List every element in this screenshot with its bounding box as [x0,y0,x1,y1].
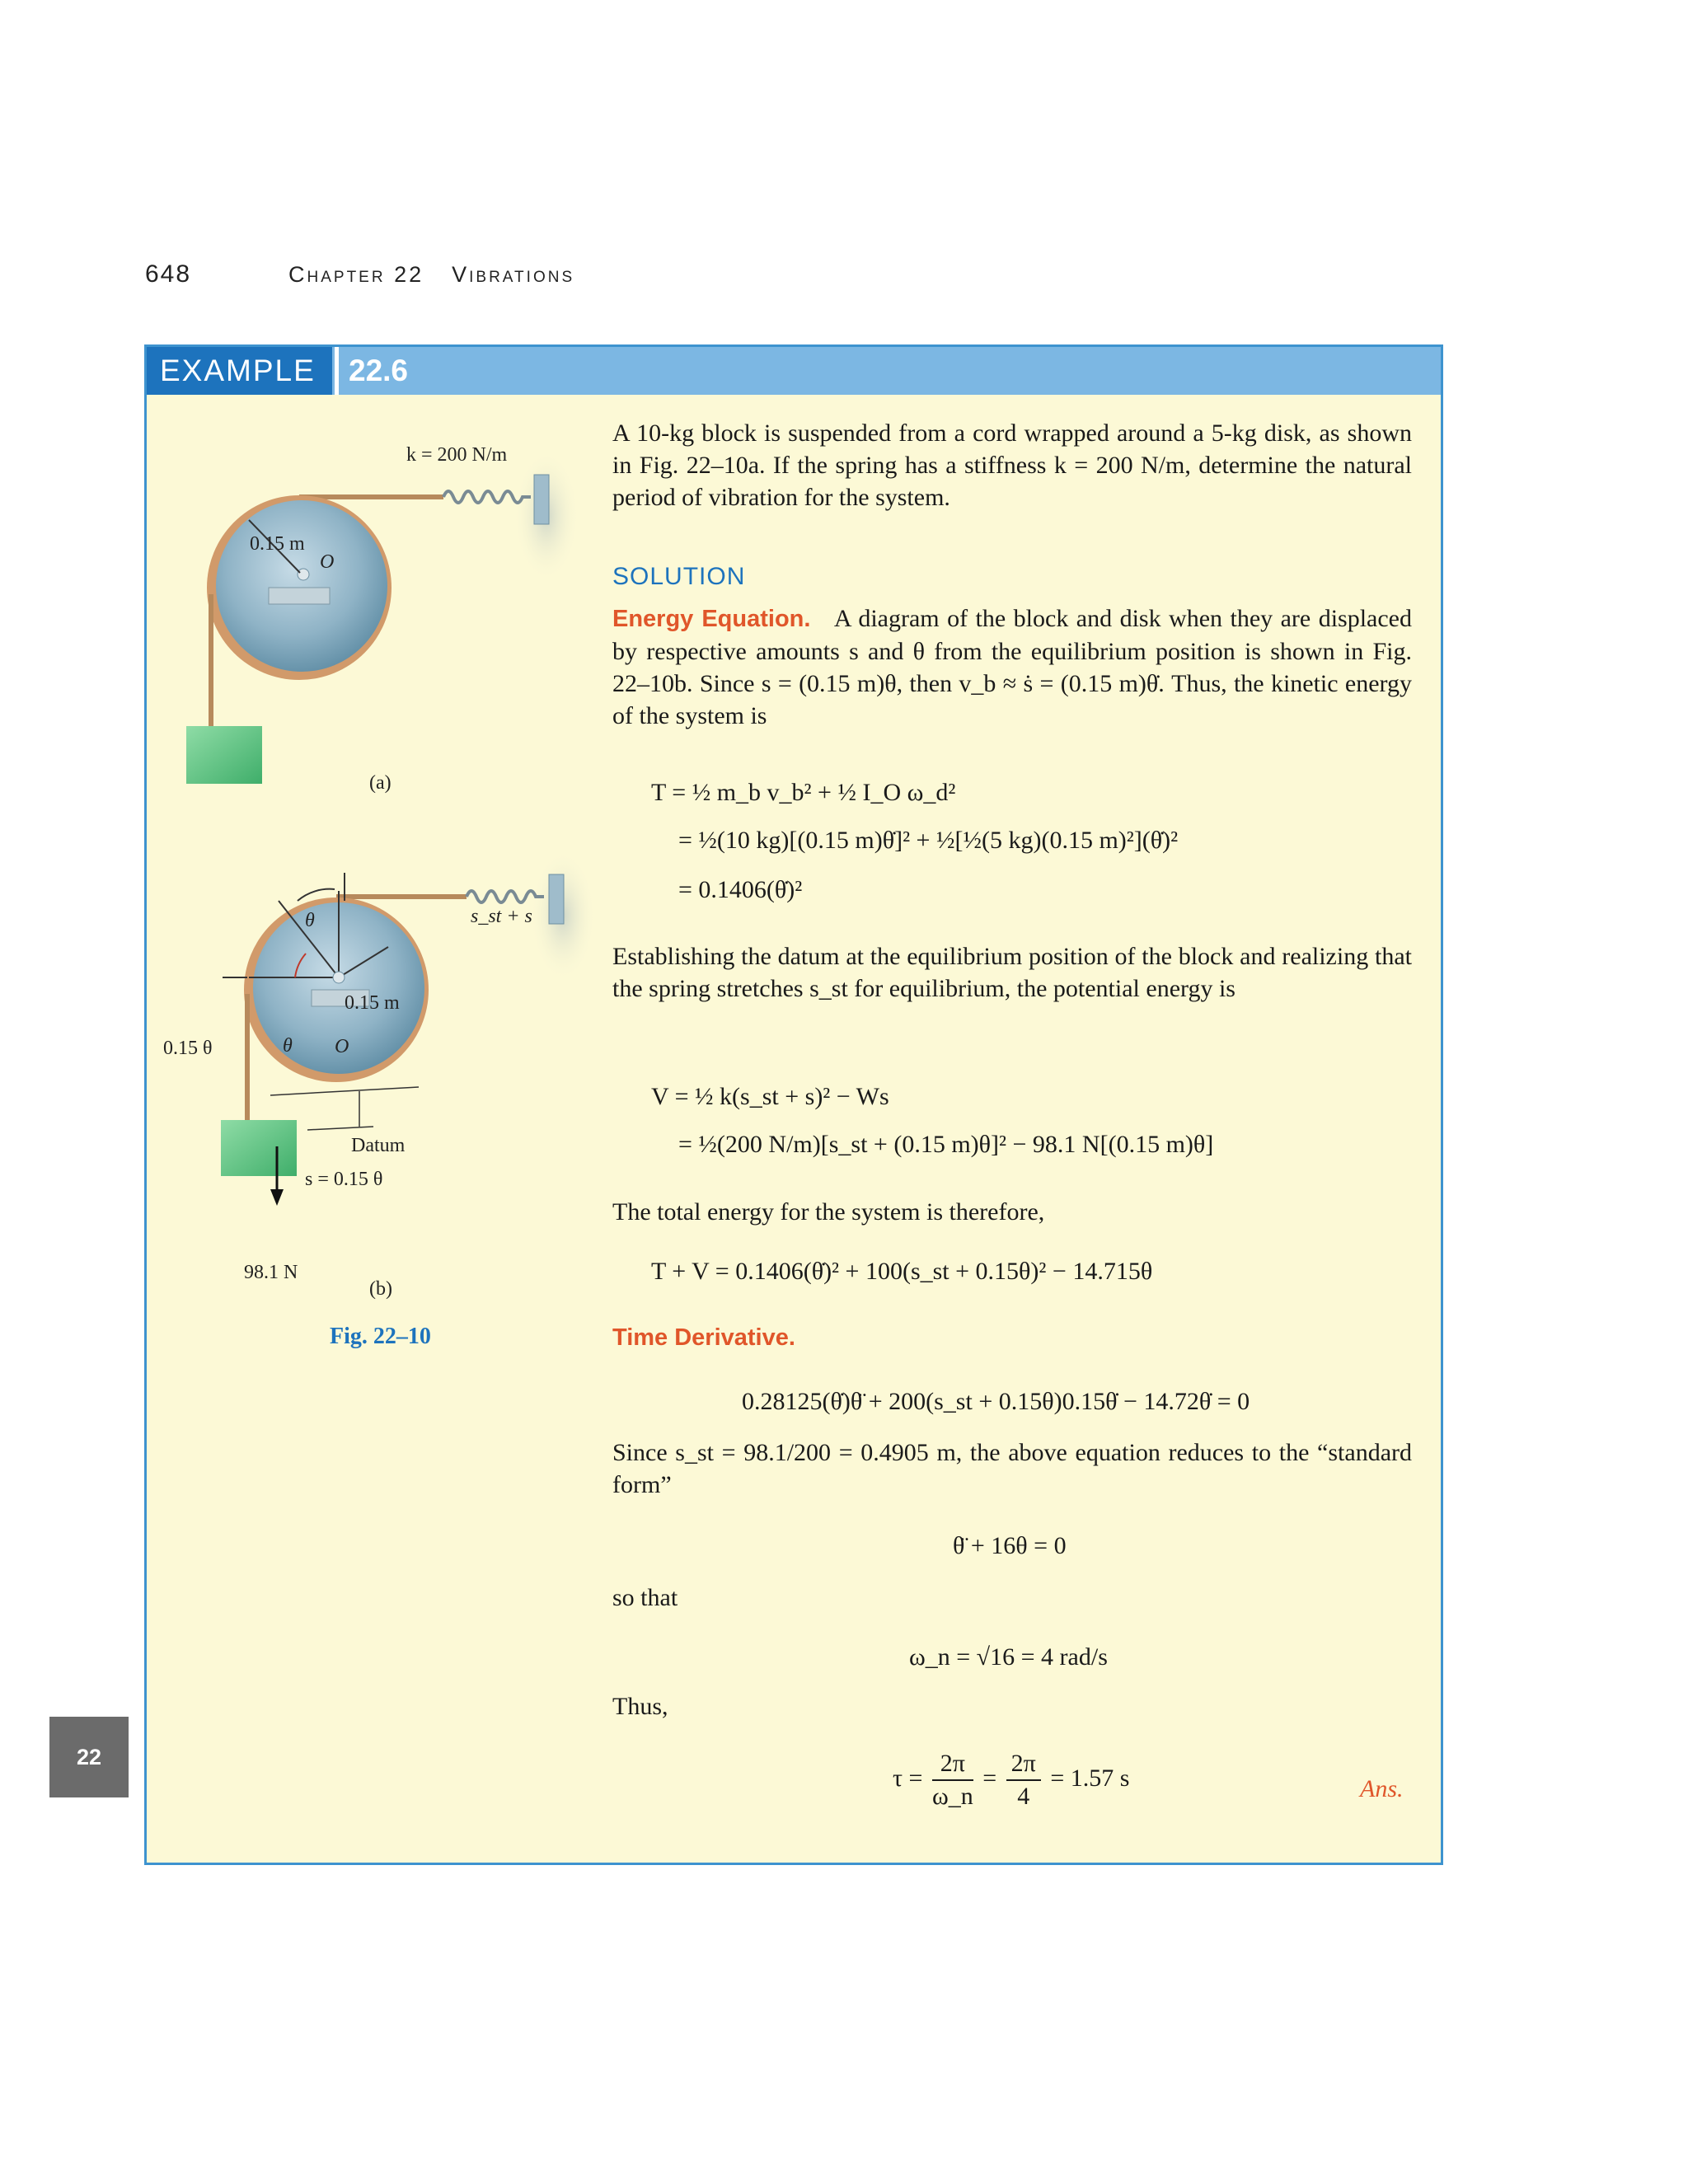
spring-label-b: s_st + s [471,906,532,927]
eq-T-lhs: T = [651,779,687,806]
eq-time-derivative: 0.28125(θ̇)θ̈ + 200(s_st + 0.15θ)0.15θ̇ − 14.72θ̇ = 0 [742,1388,1250,1415]
block-a [186,726,262,784]
theta-top-label: θ [305,910,315,931]
wall-bracket-a [534,475,549,524]
pin-b [333,972,345,983]
center-label-b: O [335,1036,349,1057]
eq-V-lhs: V = [651,1083,689,1110]
sub-label-a: (a) [369,772,392,794]
center-label-a: O [320,551,335,573]
energy-equation-para [612,602,1412,732]
sub-label-b: (b) [369,1278,392,1300]
eq-total-energy: T + V = 0.1406(θ̇)² + 100(s_st + 0.15θ)² − 14.715θ [651,1258,1153,1285]
energy-equation-heading: Energy Equation. [612,606,811,632]
eq-V-line1-text: ½ k(s_st + s)² − Ws [695,1083,889,1110]
so-that-text: so that [612,1584,678,1611]
tau-fraction-1 [932,1748,973,1812]
chapter-side-tab: 22 [49,1717,129,1797]
eq-V-line2: = ½(200 N/m)[s_st + (0.15 m)θ]² − 98.1 N[(0.15 m)θ] [678,1131,1214,1158]
arc-label-b: 0.15 θ [163,1038,213,1059]
tau-fraction-2-den: 4 [1017,1783,1030,1810]
weight-label: 98.1 N [244,1262,298,1283]
tau-fraction-1-num: 2π [932,1748,973,1781]
tau-fraction-1-den: ω_n [931,1783,973,1810]
eq-V-line1 [651,1083,889,1111]
datum-line [270,1087,419,1095]
wall-bracket-b [549,874,564,924]
theta-mid-label: θ [283,1035,293,1057]
displaced-line [307,1127,373,1130]
pin-a [298,569,309,580]
tau-fraction-2 [1006,1748,1041,1812]
disk-support-a [269,588,330,604]
eq-T-line1 [651,779,955,807]
eq-omega [909,1643,1108,1671]
radius-label-b: 0.15 m [345,992,400,1014]
eq-T-line1-text: ½ m_b v_b² + ½ I_O ω_d² [692,779,956,806]
tau-equals: = [982,1764,997,1792]
eq-T-line3: = 0.1406(θ̇)² [678,876,803,903]
running-head [288,262,603,288]
eq-T-line2: = ½(10 kg)[(0.15 m)θ̇]² + ½[½(5 kg)(0.15 m)²](θ̇)² [678,827,1179,854]
example-header [147,347,1441,395]
thus-text: Thus, [612,1693,668,1720]
since-paragraph: Since s_st = 98.1/200 = 0.4905 m, the above equation reduces to the “standard form” [612,1439,1412,1498]
example-number: 22.6 [335,347,408,395]
block-b [221,1120,297,1176]
figure-svg [147,396,608,1715]
example-label: EXAMPLE [147,347,332,395]
eq-standard-form: θ̈ + 16θ = 0 [953,1532,1067,1559]
s-label: s = 0.15 θ [305,1169,383,1190]
datum-paragraph: Establishing the datum at the equilibrium position of the block and realizing that the spring stretches s_st for equilibrium, the potential energy is [612,943,1412,1002]
total-energy-text: The total energy for the system is therefore, [612,1198,1045,1226]
solution-heading: SOLUTION [612,563,746,590]
chapter-label: Chapter 22 [288,262,424,287]
radius-label-a: 0.15 m [250,533,305,555]
example-box [144,344,1443,1865]
k-label: k = 200 N/m [406,444,508,466]
tau-result: = 1.57 s [1050,1764,1130,1792]
eq-omega-lhs: ω_n = [909,1643,971,1671]
disk-a [216,500,387,672]
tau-fraction-2-num: 2π [1006,1748,1041,1781]
page-number: 648 [145,260,192,288]
time-derivative-heading: Time Derivative. [612,1324,795,1351]
eq-tau [893,1748,1129,1812]
datum-label: Datum [351,1135,406,1156]
weight-arrow-head [270,1189,284,1206]
eq-tau-lhs: τ = [893,1764,923,1792]
problem-statement: A 10-kg block is suspended from a cord wrapped around a 5-kg disk, as shown in Fig. 22–10a. If the spring has a stiffness k = 200 N/m, determine the natural period of vibration for the system. [612,419,1412,511]
section-label: Vibrations [452,262,575,287]
energy-equation-text: A diagram of the block and disk when they are displaced by respective amounts s and θ from the equilibrium position is shown in Fig. 22–10b. Since s = (0.15 m)θ, then v_b ≈ ṡ = (0.15 m)θ̇. Thus, the kinetic energy of the system is [612,605,1412,729]
figure-caption: Fig. 22–10 [330,1324,431,1349]
answer-marker: Ans. [1360,1775,1404,1802]
eq-omega-rhs: √16 = 4 rad/s [976,1643,1108,1671]
